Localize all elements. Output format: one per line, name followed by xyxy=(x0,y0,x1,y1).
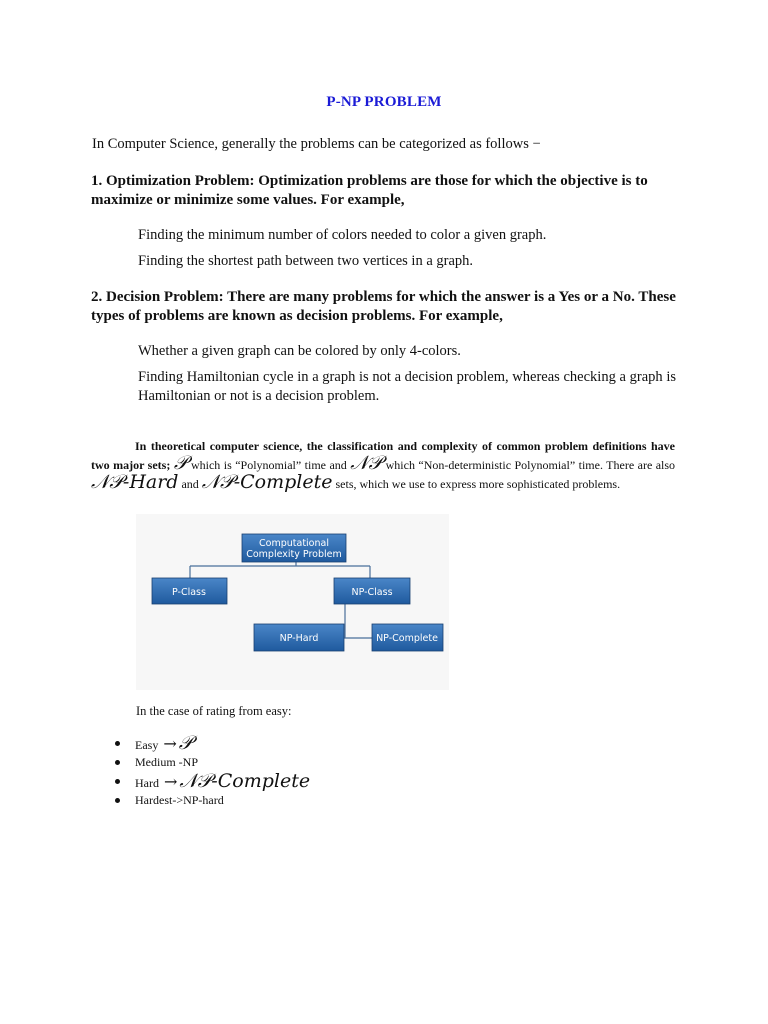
rating-label: Hard xyxy=(135,776,159,790)
math-np-complete-symbol: 𝒩𝒫-Complete xyxy=(179,770,311,792)
page-title: P-NP PROBLEM xyxy=(326,94,442,110)
complexity-hierarchy-diagram xyxy=(136,514,449,690)
diagram-svg xyxy=(136,514,449,690)
np-hard-label: NP-Hard xyxy=(279,633,319,644)
node-np-hard xyxy=(254,624,344,651)
math-np-complete-symbol: 𝒩𝒫-Complete xyxy=(201,471,333,493)
node-root xyxy=(242,534,346,562)
node-p-class xyxy=(152,578,227,604)
np-class-label: NP-Class xyxy=(351,587,393,598)
rating-label: Hardest->NP-hard xyxy=(135,793,224,807)
bullet-icon xyxy=(115,798,120,803)
optimization-example-2: Finding the shortest path between two vertices in a graph. xyxy=(138,253,474,269)
paragraph-text-3: and xyxy=(181,477,199,491)
list-item-hardest xyxy=(115,791,310,810)
rating-caption: In the case of rating from easy: xyxy=(136,704,292,718)
bullet-icon xyxy=(115,760,120,765)
decision-example-2: Finding Hamiltonian cycle in a graph is not a decision problem, whereas checking a graph is Hamiltonian or not is a decision problem. xyxy=(138,369,676,404)
optimization-heading: 1. Optimization Problem: Optimization problems are those for which the objective is to maximize or minimize some values. For example, xyxy=(91,173,648,208)
paragraph-text-2: which “Non-deterministic Polynomial” time. There are also xyxy=(385,458,676,472)
np-complete-label: NP-Complete xyxy=(376,633,438,644)
right-arrow-icon: → xyxy=(164,772,178,791)
intro-text: In Computer Science, generally the problems can be categorized as follows − xyxy=(92,136,541,152)
paragraph-text-4: sets, which we use to express more sophisticated problems. xyxy=(335,477,621,491)
right-arrow-icon: → xyxy=(163,734,177,753)
root-label-line-1: Computational xyxy=(259,538,329,549)
math-p-symbol: 𝒫 xyxy=(178,732,193,754)
rating-list xyxy=(115,734,310,810)
node-np-complete xyxy=(372,624,443,651)
p-class-label: P-Class xyxy=(172,587,206,598)
bullet-icon xyxy=(115,741,120,746)
math-np-symbol: 𝒩𝒫 xyxy=(350,452,383,474)
optimization-example-1: Finding the minimum number of colors needed to color a given graph. xyxy=(138,227,547,243)
paragraph-bold-text: In theoretical computer science, the classification and complexity of common problem definitions have two major sets; xyxy=(91,439,675,472)
complexity-paragraph xyxy=(91,437,675,494)
node-np-class xyxy=(334,578,410,604)
rating-label: Easy xyxy=(135,738,159,752)
math-np-hard-symbol: 𝒩𝒫-Hard xyxy=(91,471,179,493)
bullet-icon xyxy=(115,779,120,784)
root-label-line-2: Complexity Problem xyxy=(246,549,342,560)
paragraph-text-1: which is “Polynomial” time and xyxy=(190,458,347,472)
decision-example-1: Whether a given graph can be colored by only 4-colors. xyxy=(138,343,461,359)
math-p-symbol: 𝒫 xyxy=(173,452,188,474)
list-item-hard xyxy=(115,772,310,791)
list-item-easy xyxy=(115,734,310,753)
decision-heading: 2. Decision Problem: There are many problems for which the answer is a Yes or a No. These types of problems are known as decision problems. For example, xyxy=(91,289,676,324)
rating-label: Medium -NP xyxy=(135,755,198,769)
